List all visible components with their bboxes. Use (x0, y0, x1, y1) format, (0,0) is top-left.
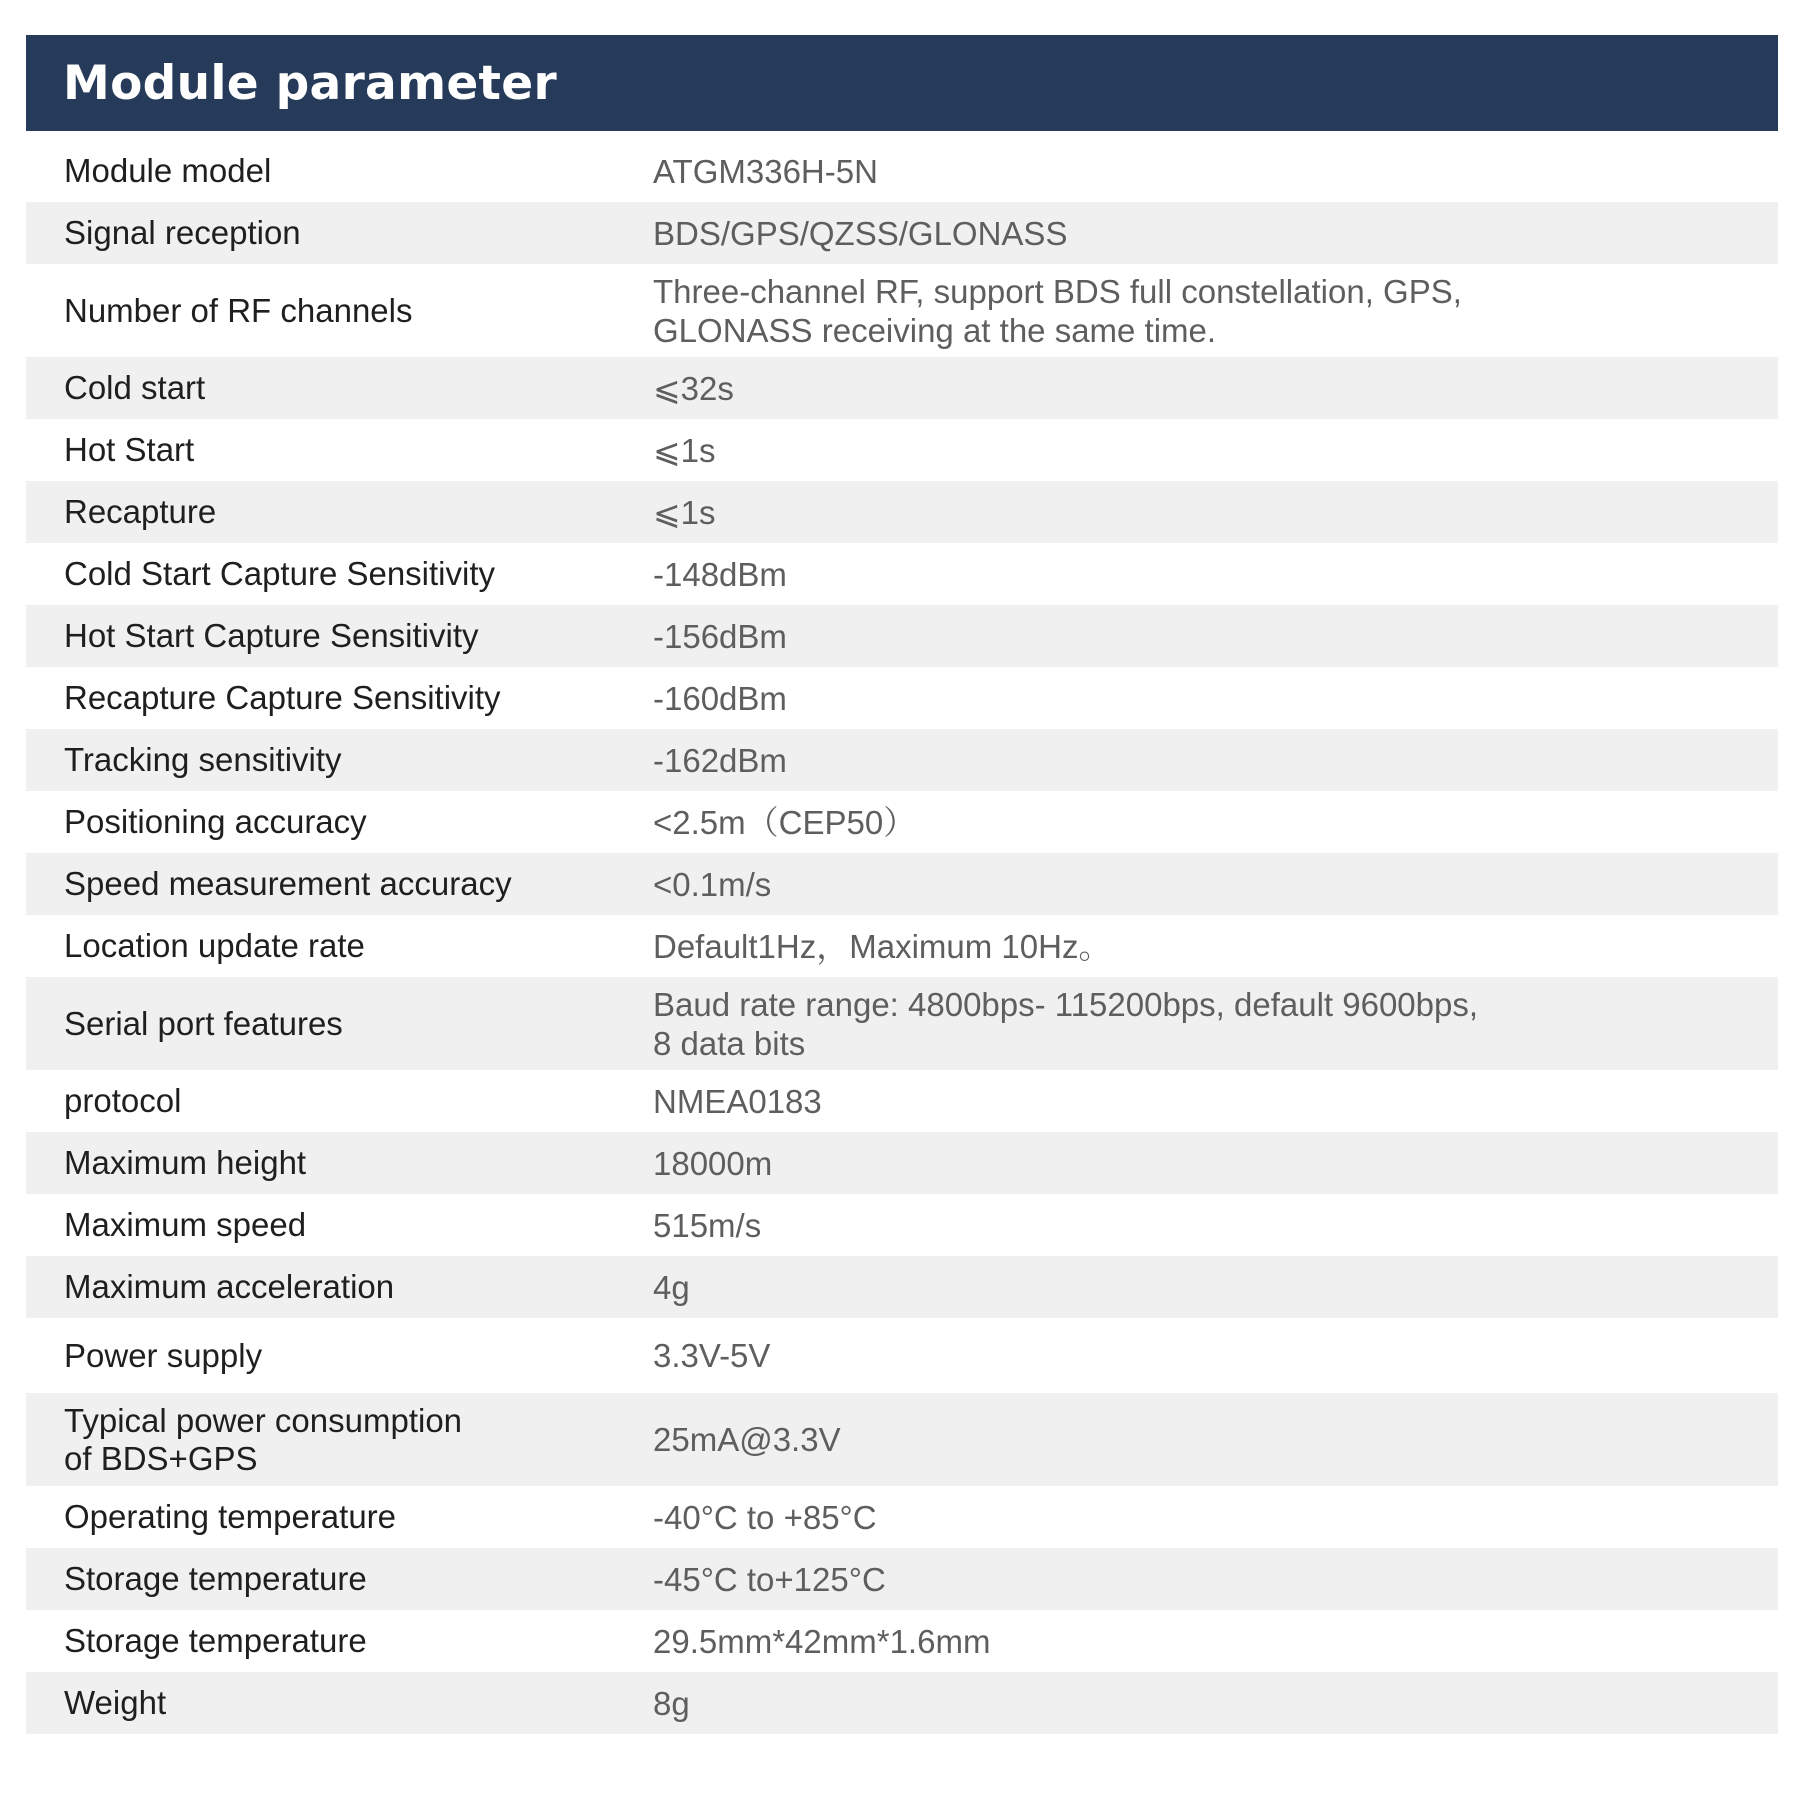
table-row (26, 202, 1778, 264)
section-title: Module parameter (63, 55, 557, 111)
parameter-value: 18000m (653, 1144, 773, 1182)
parameter-value: -162dBm (653, 741, 787, 779)
parameter-name: Recapture (64, 493, 217, 530)
parameter-name: Operating temperature (64, 1498, 397, 1535)
parameter-name: protocol (64, 1082, 182, 1119)
table-row (26, 915, 1778, 977)
parameter-name: Storage temperature (64, 1560, 367, 1597)
table-row (26, 1672, 1778, 1734)
parameter-value: -148dBm (653, 555, 787, 593)
table-row (26, 791, 1778, 853)
parameter-name: Module model (64, 152, 272, 189)
parameter-value: ⩽1s (653, 431, 716, 469)
parameter-name: Hot Start Capture Sensitivity (64, 617, 479, 654)
table-row (26, 1194, 1778, 1256)
parameter-name: Signal reception (64, 214, 301, 251)
table-row (26, 1393, 1778, 1486)
parameter-value: ⩽32s (653, 369, 734, 407)
parameter-value: ATGM336H-5N (653, 152, 878, 190)
parameter-value: 4g (653, 1268, 690, 1306)
table-row (26, 667, 1778, 729)
parameter-value: ⩽1s (653, 493, 716, 531)
parameter-name: Cold Start Capture Sensitivity (64, 555, 496, 592)
parameter-value: <0.1m/s (653, 865, 772, 903)
parameter-value: Baud rate range: 4800bps- 115200bps, default 9600bps, 8 data bits (653, 985, 1479, 1062)
parameter-value: <2.5m（CEP50） (653, 803, 917, 841)
table-row (26, 1256, 1778, 1318)
table-row (26, 1132, 1778, 1194)
table-row (26, 264, 1778, 357)
table-row (26, 140, 1778, 202)
parameter-name: Typical power consumption of BDS+GPS (64, 1401, 463, 1477)
parameter-name: Speed measurement accuracy (64, 865, 512, 902)
parameter-name: Maximum height (64, 1144, 307, 1181)
parameter-value: BDS/GPS/QZSS/GLONASS (653, 214, 1068, 252)
parameter-name: Weight (64, 1684, 167, 1721)
parameter-value: 8g (653, 1684, 690, 1722)
parameter-name: Number of RF channels (64, 291, 413, 329)
table-row (26, 1318, 1778, 1393)
table-row (26, 1610, 1778, 1672)
table-row (26, 1486, 1778, 1548)
table-row (26, 605, 1778, 667)
parameter-value: 25mA@3.3V (653, 1421, 841, 1458)
parameter-name: Power supply (64, 1336, 263, 1374)
table-row (26, 853, 1778, 915)
section-header (26, 35, 1778, 131)
parameter-name: Tracking sensitivity (64, 741, 342, 778)
parameter-value: -40°C to +85°C (653, 1498, 877, 1536)
parameter-table (26, 140, 1778, 1734)
table-row (26, 1070, 1778, 1132)
table-row (26, 357, 1778, 419)
parameter-value: -160dBm (653, 679, 787, 717)
module-parameter-sheet (26, 35, 1778, 1734)
parameter-value: -156dBm (653, 617, 787, 655)
table-row (26, 543, 1778, 605)
parameter-value: 3.3V-5V (653, 1337, 771, 1374)
parameter-name: Maximum speed (64, 1206, 307, 1243)
parameter-name: Location update rate (64, 927, 365, 964)
parameter-name: Storage temperature (64, 1622, 367, 1659)
table-row (26, 729, 1778, 791)
parameter-value: Default1Hz，Maximum 10Hz。 (653, 927, 1112, 965)
parameter-value: 515m/s (653, 1206, 762, 1244)
parameter-value: 29.5mm*42mm*1.6mm (653, 1622, 991, 1660)
table-row (26, 419, 1778, 481)
parameter-name: Serial port features (64, 1004, 343, 1042)
table-row (26, 481, 1778, 543)
parameter-name: Positioning accuracy (64, 803, 367, 840)
parameter-value: -45°C to+125°C (653, 1560, 886, 1598)
parameter-name: Recapture Capture Sensitivity (64, 679, 501, 716)
parameter-value: Three-channel RF, support BDS full constellation, GPS, GLONASS receiving at the same time. (653, 272, 1462, 349)
parameter-value: NMEA0183 (653, 1082, 822, 1120)
table-row (26, 977, 1778, 1070)
parameter-name: Hot Start (64, 431, 195, 468)
table-row (26, 1548, 1778, 1610)
parameter-name: Cold start (64, 369, 206, 406)
parameter-name: Maximum acceleration (64, 1268, 395, 1305)
